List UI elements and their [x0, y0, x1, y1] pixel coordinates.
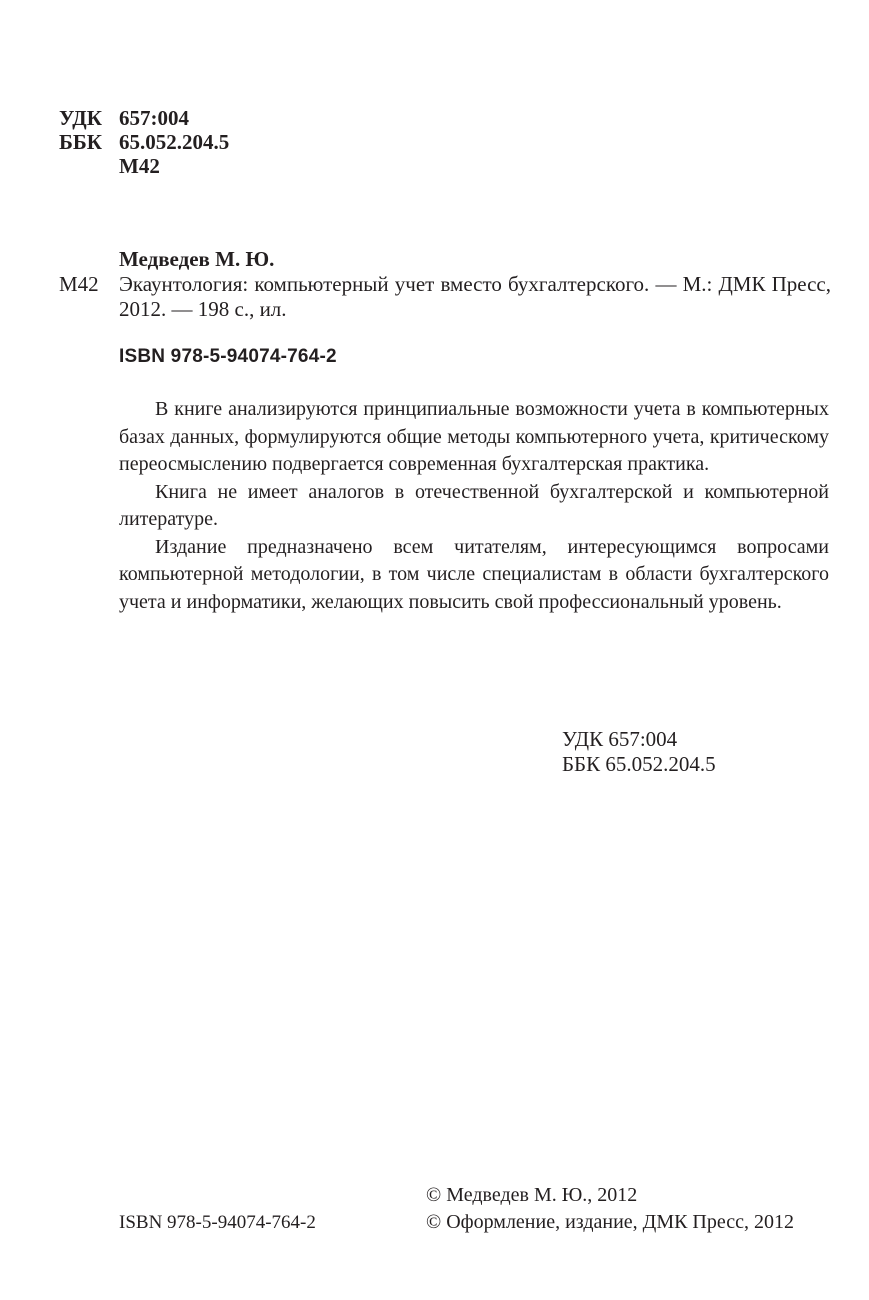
annotation-paragraph: Издание предназначено всем читателям, интересующимся вопросами компьютерной методологии, в том числе специалистам в области бухгалтерского учета и информатики, желающих повысить свой профессиональный уровень.	[119, 535, 829, 613]
author-mark: М42	[119, 154, 160, 178]
bibliographic-description: Экаунтология: компьютерный учет вместо бухгалтерского. — М.: ДМК Пресс, 2012. — 198 с., ил.	[119, 272, 831, 321]
author-code: М42	[59, 272, 99, 296]
udk-label: УДК	[59, 106, 102, 130]
author-name: Медведев М. Ю.	[119, 247, 275, 271]
isbn-footer: ISBN 978-5-94074-764-2	[119, 1212, 316, 1233]
annotation-paragraph: Книга не имеет аналогов в отечественной бухгалтерской и компьютерной литературе.	[119, 480, 829, 530]
annotation	[119, 396, 829, 616]
annotation-paragraph: В книге анализируются принципиальные возможности учета в компьютерных базах данных, формулируются общие методы компьютерного учета, критическому переосмыслению подвергается современная бухгалтерская практика.	[119, 398, 829, 475]
bbk-right: ББК 65.052.204.5	[562, 752, 716, 776]
isbn: ISBN 978-5-94074-764-2	[119, 346, 337, 367]
udk-right: УДК 657:004	[562, 727, 678, 751]
bbk-label: ББК	[59, 130, 102, 154]
copyright-publisher: © Оформление, издание, ДМК Пресс, 2012	[426, 1211, 795, 1233]
udk-value: 657:004	[119, 106, 189, 130]
copyright-author: © Медведев М. Ю., 2012	[426, 1184, 638, 1206]
bbk-value: 65.052.204.5	[119, 130, 230, 154]
